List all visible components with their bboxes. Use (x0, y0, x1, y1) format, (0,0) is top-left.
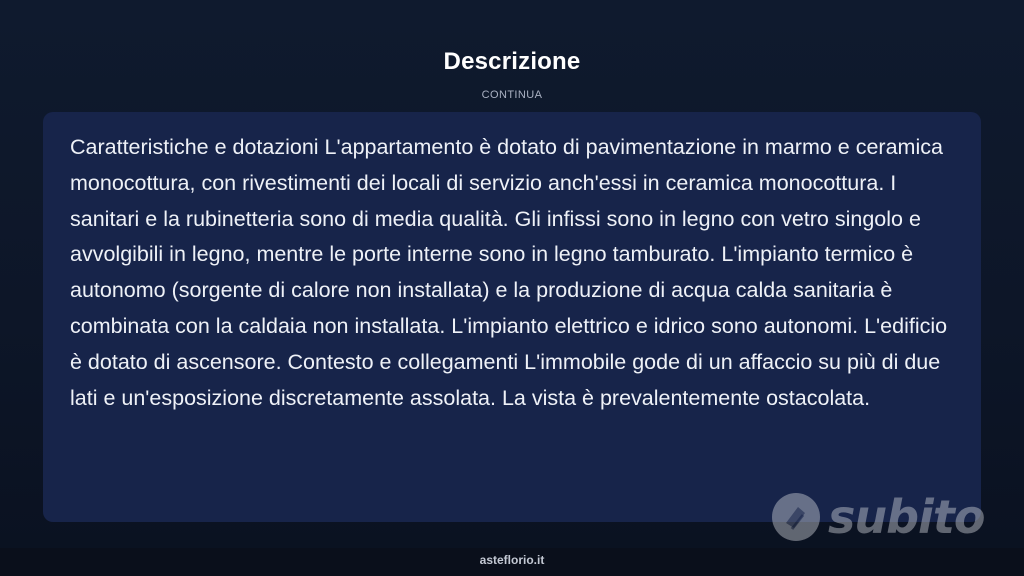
description-text: Caratteristiche e dotazioni L'appartamento è dotato di pavimentazione in marmo e ceramica monocottura, con rivestimenti dei locali di servizio anch'essi in ceramica monocottura. I sanitari e la rubinetteria sono di media qualità. Gli infissi sono in legno con vetro singolo e avvolgibili in legno, mentre le porte interne sono in legno tamburato. L'impianto termico è autonomo (sorgente di calore non installata) e la produzione di acqua calda sanitaria è combinata con la caldaia non installata. L'impianto elettrico e idrico sono autonomi. L'edificio è dotato di ascensore. Contesto e collegamenti L'immobile gode di un affaccio su più di due lati e un'esposizione discretamente assolata. La vista è prevalentemente ostacolata. (70, 135, 948, 410)
page-title: Descrizione (443, 48, 581, 75)
subito-logo-icon (772, 493, 820, 541)
description-card (43, 112, 981, 522)
subito-watermark (772, 490, 984, 544)
footer-site: asteflorio.it (0, 548, 1024, 576)
continue-link[interactable]: CONTINUA (481, 89, 543, 101)
subito-brand-text: subito (828, 490, 985, 544)
